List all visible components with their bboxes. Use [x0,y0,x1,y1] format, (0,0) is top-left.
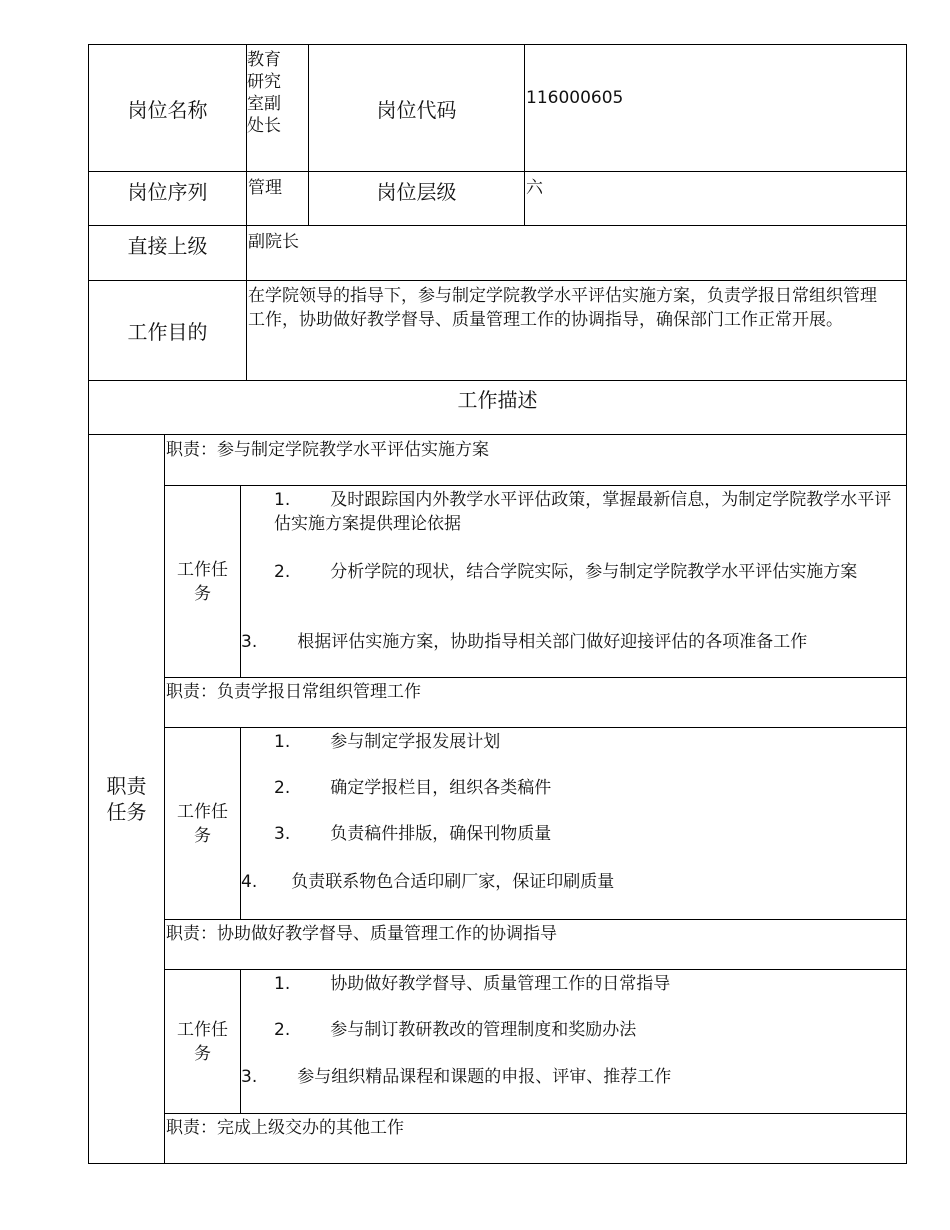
task-label: 工作任务 [177,559,228,604]
task-text: 负责稿件排版，确保刊物质量 [330,824,552,844]
post-seq-label: 岗位序列 [127,180,208,204]
task-item [274,1018,636,1042]
task-list [240,485,907,678]
task-text: 根据评估实施方案，协助指导相关部门做好迎接评估的各项准备工作 [297,632,808,652]
task-item [274,560,899,584]
task-text: 及时跟踪国内外教学水平评估政策，掌握最新信息，为制定学院教学水平评估实施方案提供理论依据 [274,490,892,534]
duties-label: 职责任务 [106,774,147,824]
task-item [241,1065,671,1089]
task-item [274,972,670,996]
post-seq-label-cell [88,171,247,226]
superior-label: 直接上级 [127,234,208,258]
duty-row [164,919,907,970]
superior-value-cell [246,225,907,281]
task-item [241,630,891,654]
task-label: 工作任务 [177,1019,228,1064]
task-item [274,776,551,800]
task-list [240,727,907,920]
description-title: 工作描述 [457,388,538,412]
task-text: 分析学院的现状，结合学院实际，参与制定学院教学水平评估实施方案 [330,562,858,582]
duty-text: 职责：负责学报日常组织管理工作 [166,682,421,702]
task-item [274,488,899,536]
task-number: 2. [274,1020,291,1040]
duty-text: 职责：参与制定学院教学水平评估实施方案 [166,440,489,460]
duty-row [164,677,907,728]
duty-text: 职责：协助做好教学督导、质量管理工作的协调指导 [166,924,557,944]
purpose-label-cell [88,280,247,381]
task-number: 2. [274,562,291,582]
purpose-value: 在学院领导的指导下，参与制定学院教学水平评估实施方案，负责学报日常组织管理工作，协助做好教学督导、质量管理工作的协调指导，确保部门工作正常开展。 [248,286,877,330]
task-text: 参与组织精品课程和课题的申报、评审、推荐工作 [297,1067,672,1087]
post-code-label: 岗位代码 [376,97,457,122]
purpose-value-cell [246,280,907,381]
task-label-cell [164,485,241,678]
task-text: 协助做好教学督导、质量管理工作的日常指导 [330,974,671,994]
task-number: 2. [274,778,291,798]
description-title-cell [88,380,907,435]
duty-row [164,434,907,486]
task-item [274,730,500,754]
post-code-value: 116000605 [526,88,624,108]
task-item [241,870,614,894]
post-seq-value-cell [246,171,309,226]
task-text: 参与制订教研教改的管理制度和奖励办法 [330,1020,637,1040]
post-level-value-cell [524,171,907,226]
post-code-label-cell [308,44,525,172]
task-number: 3. [241,632,258,652]
duty-row [164,1113,907,1164]
task-number: 1. [274,732,291,752]
post-level-label-cell [308,171,525,226]
task-text: 负责联系物色合适印刷厂家，保证印刷质量 [291,872,615,892]
task-number: 4. [241,872,258,892]
task-number: 1. [274,490,291,510]
post-name-label: 岗位名称 [127,97,208,122]
task-number: 3. [274,824,291,844]
task-item [274,822,551,846]
post-name-value-cell [246,44,309,172]
post-name-value: 教育研究室副处长 [247,50,281,136]
duties-label-cell [88,434,165,1164]
task-label: 工作任务 [177,801,228,846]
post-level-label: 岗位层级 [376,180,457,204]
task-label-cell [164,727,241,920]
task-number: 3. [241,1067,258,1087]
task-label-cell [164,969,241,1114]
post-code-value-cell [524,44,907,172]
purpose-label: 工作目的 [127,320,208,344]
post-name-label-cell [88,44,247,172]
superior-label-cell [88,225,247,281]
task-number: 1. [274,974,291,994]
duty-text: 职责：完成上级交办的其他工作 [166,1118,404,1138]
post-seq-value: 管理 [248,178,282,198]
superior-value: 副院长 [248,232,299,252]
post-level-value: 六 [526,178,543,198]
task-text: 参与制定学报发展计划 [330,732,501,752]
task-text: 确定学报栏目，组织各类稿件 [330,778,552,798]
task-list [240,969,907,1114]
